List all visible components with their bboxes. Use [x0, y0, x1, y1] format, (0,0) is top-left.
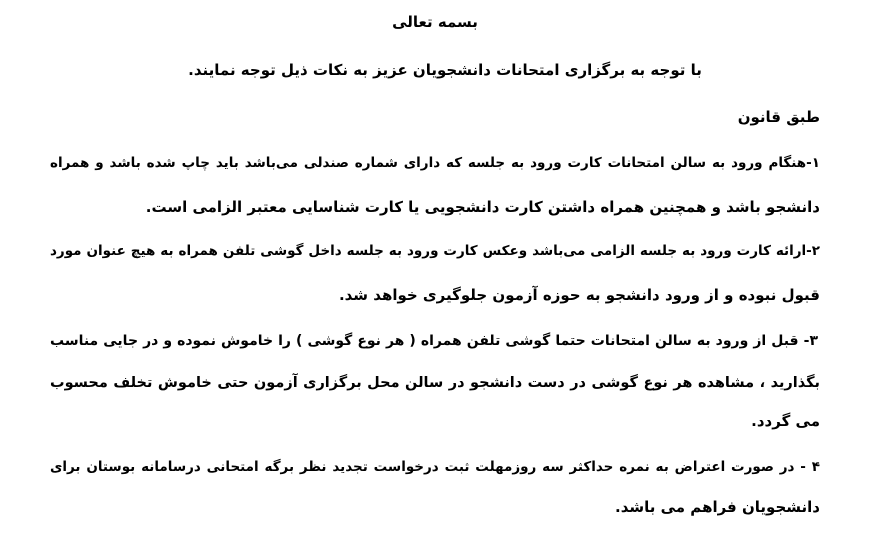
item-4-line-2: دانشجویان فراهم می باشد. [615, 498, 820, 516]
item-1-line-1: ۱-هنگام ورود به سالن امتحانات کارت ورود به جلسه که دارای شماره صندلی می‌باشد باید چاپ شده باشد و همراه [50, 155, 820, 171]
item-3-line-2: بگذارید ، مشاهده هر نوع گوشی در دست دانشجو در سالن محل برگزاری آزمون حتی خاموش تخلف محسوب [50, 375, 820, 391]
section-title: طبق قانون [737, 108, 820, 126]
item-3-line-1: ۳- قبل از ورود به سالن امتحانات حتما گوشی تلفن همراه ( هر نوع گوشی ) را خاموش نموده و در جایی مناسب [50, 333, 818, 349]
item-3-line-3: می گردد. [751, 412, 820, 430]
item-2-line-1: ۲-ارائه کارت ورود به جلسه الزامی می‌باشد وعکس کارت ورود به جلسه داخل گوشی تلفن همراه به هیچ عنوان مورد [50, 243, 820, 259]
item-4-line-1: ۴ - در صورت اعتراض به نمره حداکثر سه روزمهلت ثبت درخواست تجدید نظر برگه امتحانی درسامانه بوستان برای [50, 459, 820, 475]
item-1-line-2: دانشجو باشد و همچنین همراه داشتن کارت دانشجویی یا کارت شناسایی معتبر الزامی است. [145, 198, 820, 216]
document-heading: بسمه تعالی [392, 13, 478, 31]
item-2-line-2: قبول نبوده و از ورود دانشجو به حوزه آزمون جلوگیری خواهد شد. [338, 286, 820, 304]
document-intro: با توجه به برگزاری امتحانات دانشجویان عزیز به نکات ذیل توجه نمایند. [188, 61, 702, 79]
